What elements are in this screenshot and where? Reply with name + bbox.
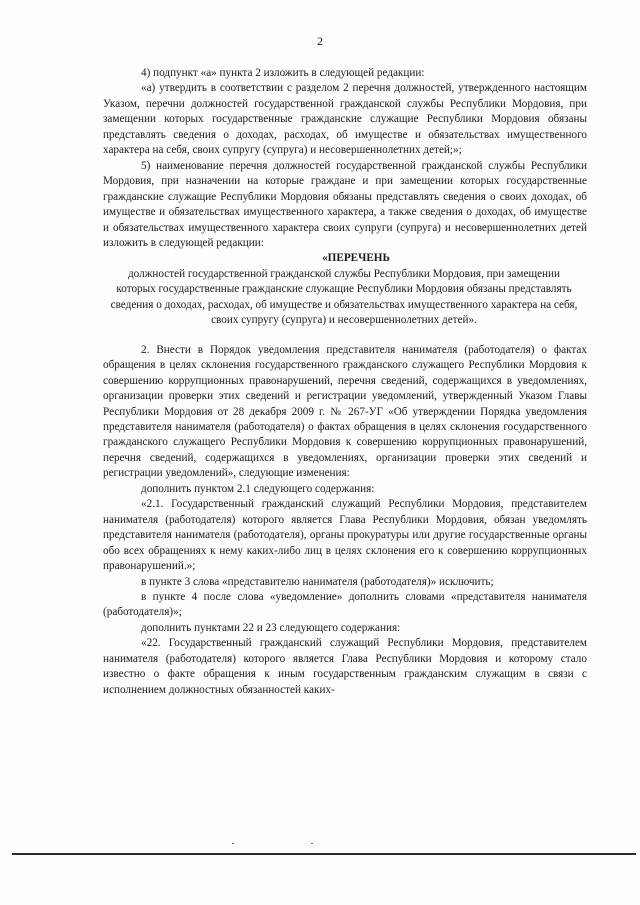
paragraph-point-3-change: в пункте 3 слова «представителю нанимателя (работодателя)» исключить; [141, 575, 494, 588]
page-bottom-rule [12, 853, 636, 855]
paragraph-point-22: «22. Государственный гражданский служащий Республики Мордовия, представителем нанимателя (работодателя) которого является Глава Республики Мордовия и которому стало известно о факте обращения к иным государственным гражданским служащим в связи с исполнением должностных обязанностей каких- [103, 637, 587, 696]
paragraph-subitem-a: «а) утвердить в соответствии с разделом 2 перечня должностей, утвержденного настоящим Указом, перечни должностей государственной гражданской службы Республики Мордовия, при замещении которых государственные гражданские служащие Республики Мордовия обязаны представлять сведения о доходах, расходах, об имуществе и обязательствах имущественного характера на себя, своих супругу (супруга) и несовершеннолетних детей;»; [103, 82, 587, 157]
list-title: «ПЕРЕЧЕНЬ [322, 252, 390, 265]
scan-speck [311, 843, 313, 844]
paragraph-point-4-change: в пункте 4 после слова «уведомление» дополнить словами «представителя нанимателя (работодателя)»; [103, 590, 587, 619]
document-body [103, 66, 587, 698]
list-subtitle: должностей государственной гражданской службы Республики Мордовия, при замещении которых государственные гражданские служащие Республики Мордовия обязаны представлять сведения о доходах, расходах, об имуществе и обязательствах имущественного характера на себя, своих супругу (супруга) и несовершеннолетних детей». [110, 267, 578, 327]
paragraph-point-2: 2. Внести в Порядок уведомления представителя нанимателя (работодателя) о фактах обращения в целях склонения государственного гражданского служащего Республики Мордовия к совершению коррупционных правонарушений, перечня сведений, содержащихся в уведомлениях, организации проверки этих сведений и регистрации уведомлений, утвержденный Указом Главы Республики Мордовия от 28 декабря 2009 г. № 267-УГ «Об утверждении Порядка уведомления представителя нанимателя (работодателя) о фактах обращения в целях склонения государственного гражданского служащего Республики Мордовия к совершению коррупционных правонарушений, перечня сведений, содержащихся в уведомлениях, организации проверки этих сведений и регистрации уведомлений», следующие изменения: [103, 343, 587, 480]
page-number: 2 [317, 34, 323, 48]
scan-speck [232, 843, 234, 844]
section-gap [103, 329, 587, 343]
paragraph-item-5: 5) наименование перечня должностей государственной гражданской службы Республики Мордовия, при назначении на которые граждане и при замещении которых государственные гражданские служащие Республики Мордовия обязаны представлять сведения о своих доходах, об имуществе и обязательствах имущественного характера, а также сведения о доходах, об имуществе и обязательствах имущественного характера своих супруги (супруга) и несовершеннолетних детей изложить в следующей редакции: [103, 159, 587, 249]
paragraph-add-22-23-intro: дополнить пунктами 22 и 23 следующего содержания: [141, 621, 401, 634]
paragraph-item-4-intro: 4) подпункт «а» пункта 2 изложить в следующей редакции: [141, 67, 425, 79]
paragraph-add-2-1-intro: дополнить пунктом 2.1 следующего содержания: [141, 482, 375, 495]
paragraph-point-2-1: «2.1. Государственный гражданский служащий Республики Мордовия, представителем нанимателя (работодателя) которого является Глава Республики Мордовия, обязан уведомлять представителя нанимателя (работодателя), органы прокуратуры или другие государственные органы обо всех обращениях к нему каких-либо лиц в целях склонения его к совершению коррупционных правонарушений.»; [103, 498, 587, 573]
